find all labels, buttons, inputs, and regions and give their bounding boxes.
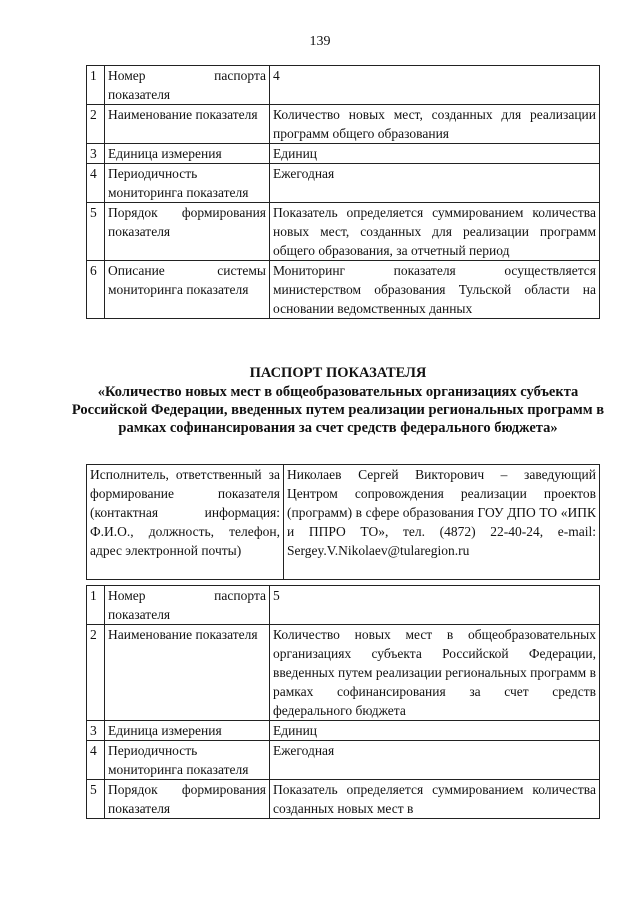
row-value: Единиц [270,144,600,164]
row-label: Номер паспорта показателя [105,586,270,625]
table-row [87,741,600,780]
table-row [87,465,600,580]
row-number: 1 [87,66,105,105]
executor-label: Исполнитель, ответственный за формирование показателя (контактная информация: Ф.И.О., должность, телефон, адрес электронной почты) [87,465,284,580]
row-value: 5 [270,586,600,625]
row-label: Номер паспорта показателя [105,66,270,105]
row-label: Наименование показателя [105,105,270,144]
row-value: Ежегодная [270,741,600,780]
row-number: 3 [87,144,105,164]
passport-title: ПАСПОРТ ПОКАЗАТЕЛЯ [249,365,427,381]
row-number: 4 [87,164,105,203]
table-row [87,721,600,741]
row-label: Порядок формирования показателя [105,780,270,819]
row-number: 2 [87,625,105,721]
row-value: Показатель определяется суммированием количества созданных новых мест в [270,780,600,819]
indicator-table-1 [86,65,600,319]
row-value: Ежегодная [270,164,600,203]
indicator-table-2 [86,585,600,819]
row-value: 4 [270,66,600,105]
passport-subtitle: «Количество новых мест в общеобразовательных организациях субъекта Российской Федерации, введенных путем реализации региональных программ в рамках софинансирования за счет средств федерального бюджета» [71,384,605,436]
table-row [87,203,600,261]
table-row [87,586,600,625]
table-row [87,261,600,319]
table-row [87,66,600,105]
row-label: Периодичность мониторинга показателя [105,741,270,780]
table-row [87,144,600,164]
row-number: 5 [87,203,105,261]
row-label: Периодичность мониторинга показателя [105,164,270,203]
table-row [87,105,600,144]
row-value: Единиц [270,721,600,741]
row-value: Количество новых мест, созданных для реализации программ общего образования [270,105,600,144]
table-row [87,164,600,203]
row-number: 6 [87,261,105,319]
row-value: Количество новых мест в общеобразовательных организациях субъекта Российской Федерации, введенных путем реализации региональных программ в рамках софинансирования за счет средств федерального бюджета [270,625,600,721]
row-number: 5 [87,780,105,819]
row-number: 1 [87,586,105,625]
row-label: Порядок формирования показателя [105,203,270,261]
table-row [87,625,600,721]
executor-table [86,464,600,580]
row-number: 4 [87,741,105,780]
row-label: Наименование показателя [105,625,270,721]
row-value: Мониторинг показателя осуществляется министерством образования Тульской области на основании ведомственных данных [270,261,600,319]
row-label: Описание системы мониторинга показателя [105,261,270,319]
row-label: Единица измерения [105,721,270,741]
row-number: 2 [87,105,105,144]
page-number: 139 [309,34,331,49]
executor-value: Николаев Сергей Викторович – заведующий Центром сопровождения реализации проектов (программ) в сфере образования ГОУ ДПО ТО «ИПК и ППРО ТО», тел. (4872) 22-40-24, e-mail: Sergey.V.Nikolaev@tularegion.ru [284,465,600,580]
table-row [87,780,600,819]
passport-heading [60,364,616,437]
row-value: Показатель определяется суммированием количества новых мест, созданных для реализации программ общего образования, за отчетный период [270,203,600,261]
row-number: 3 [87,721,105,741]
row-label: Единица измерения [105,144,270,164]
